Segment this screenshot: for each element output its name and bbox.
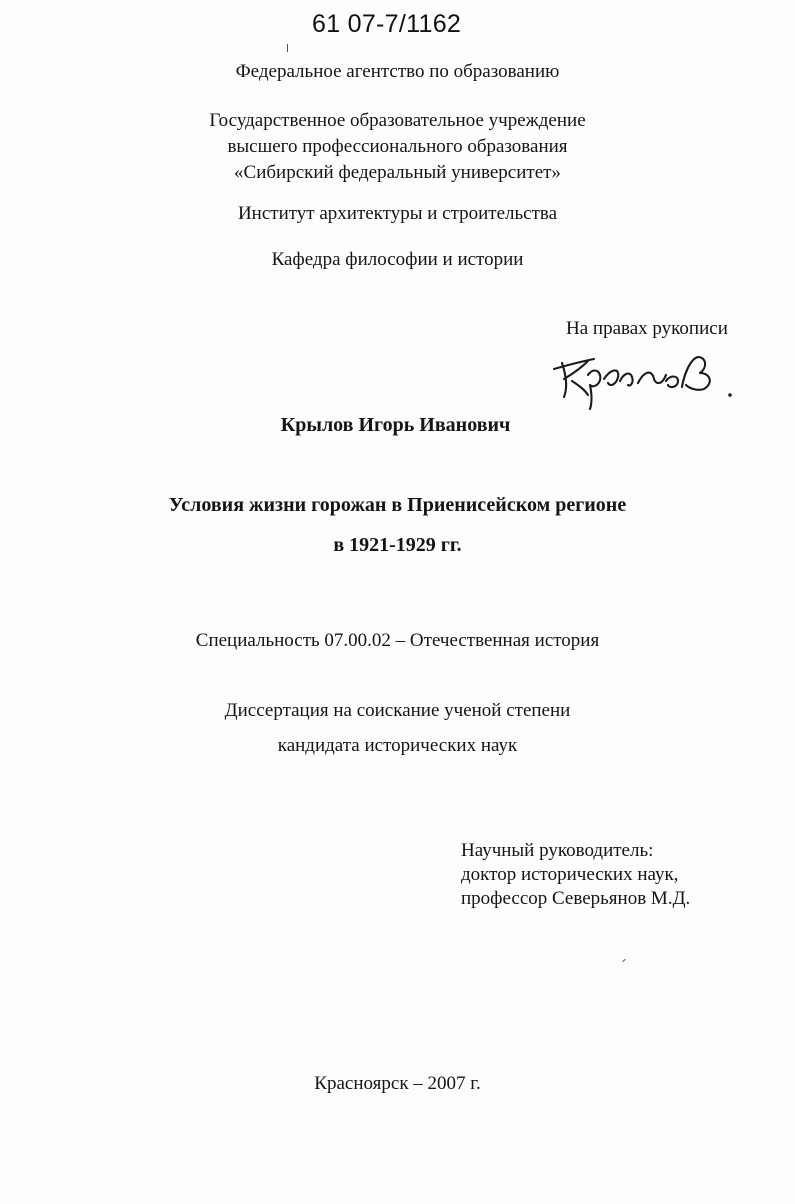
handwritten-signature xyxy=(548,345,748,415)
agency-name: Федеральное агентство по образованию xyxy=(235,61,560,82)
department-name: Кафедра философии и истории xyxy=(271,249,524,270)
dissertation-title-line-2: в 1921-1929 гг. xyxy=(333,534,462,556)
degree-line-2: кандидата исторических наук xyxy=(277,735,518,756)
supervisor-degree: доктор исторических наук, xyxy=(461,864,679,885)
manuscript-rights: На правах рукописи xyxy=(566,318,728,339)
specialty: Специальность 07.00.02 – Отечественная история xyxy=(195,630,600,651)
city-year: Красноярск – 2007 г. xyxy=(314,1073,481,1094)
dissertation-title-line-1: Условия жизни горожан в Приенисейском регионе xyxy=(168,494,627,516)
institution-line-1: Государственное образовательное учреждение xyxy=(209,110,586,131)
institution-line-2: высшего профессионального образования xyxy=(227,136,568,157)
degree-line-1: Диссертация на соискание ученой степени xyxy=(224,700,571,721)
scan-mark xyxy=(287,44,288,52)
supervisor-label: Научный руководитель: xyxy=(461,840,654,861)
institution-line-3: «Сибирский федеральный университет» xyxy=(234,162,561,183)
scan-mark xyxy=(622,959,626,962)
author-name: Крылов Игорь Иванович xyxy=(280,414,511,436)
supervisor-name: профессор Северьянов М.Д. xyxy=(461,888,691,909)
institute-name: Институт архитектуры и строительства xyxy=(237,203,558,224)
archive-stamp: 61 07-7/1162 xyxy=(312,10,462,38)
